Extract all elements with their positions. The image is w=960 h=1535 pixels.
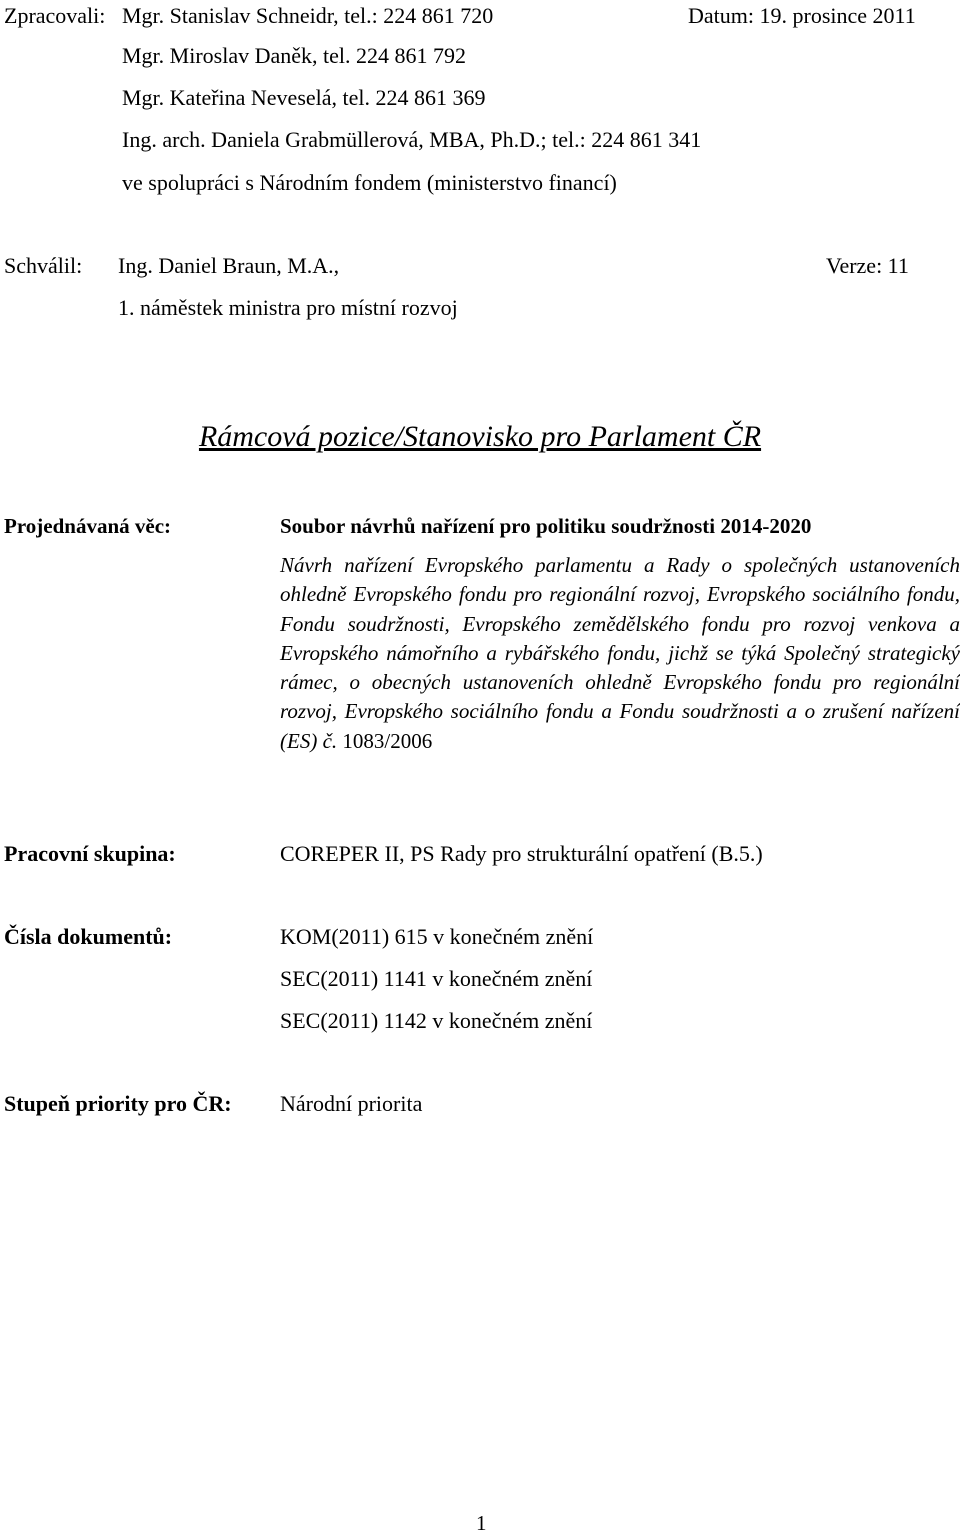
matter-heading: Soubor návrhů nařízení pro politiku soudržnosti 2014-2020 <box>280 514 812 538</box>
author-line: Ing. arch. Daniela Grabmüllerová, MBA, Ph.D.; tel.: 224 861 341 <box>122 127 702 152</box>
author-line: Mgr. Stanislav Schneidr, tel.: 224 861 720 <box>122 3 494 28</box>
document-number: SEC(2011) 1141 v konečném znění <box>280 966 593 991</box>
author-line: Mgr. Miroslav Daněk, tel. 224 861 792 <box>122 43 467 68</box>
working-group-label: Pracovní skupina: <box>4 841 176 866</box>
prepared-by-label: Zpracovali: <box>4 3 106 28</box>
documents-label: Čísla dokumentů: <box>4 924 173 949</box>
approved-by-label: Schválil: <box>4 253 83 278</box>
document-date: Datum: 19. prosince 2011 <box>688 3 916 28</box>
document-number: KOM(2011) 615 v konečném znění <box>280 924 594 949</box>
document-number: SEC(2011) 1142 v konečném znění <box>280 1008 593 1033</box>
priority-value: Národní priorita <box>280 1091 423 1116</box>
priority-label: Stupeň priority pro ČR: <box>4 1091 232 1116</box>
working-group-value: COREPER II, PS Rady pro strukturální opatření (B.5.) <box>280 841 763 866</box>
matter-description <box>280 551 960 756</box>
approver-role: 1. náměstek ministra pro místní rozvoj <box>118 295 458 320</box>
matter-description-text: Návrh nařízení Evropského parlamentu a Rady o společných ustanoveních ohledně Evropského fondu pro regionální rozvoj, Evropského sociálního fondu, Fondu soudržnosti, Evropského zemědělského fondu pro rozvoj venkova a Evropského námořního a rybářského fondu, jichž se týká Společný strategický rámec, o obecných ustanoveních ohledně Evropského fondu pro regionální rozvoj, Evropského sociálního fondu a Fondu soudržnosti a o zrušení nařízení (ES) č. <box>280 553 960 753</box>
version-label: Verze: 11 <box>826 253 909 278</box>
approver-name: Ing. Daniel Braun, M.A., <box>118 253 340 278</box>
document-title: Rámcová pozice/Stanovisko pro Parlament ČR <box>198 420 762 453</box>
cooperation-line: ve spolupráci s Národním fondem (ministerstvo financí) <box>122 170 617 195</box>
page-number: 1 <box>476 1511 487 1535</box>
regulation-number: 1083/2006 <box>342 728 433 753</box>
matter-label: Projednávaná věc: <box>4 514 172 538</box>
author-line: Mgr. Kateřina Neveselá, tel. 224 861 369 <box>122 85 486 110</box>
